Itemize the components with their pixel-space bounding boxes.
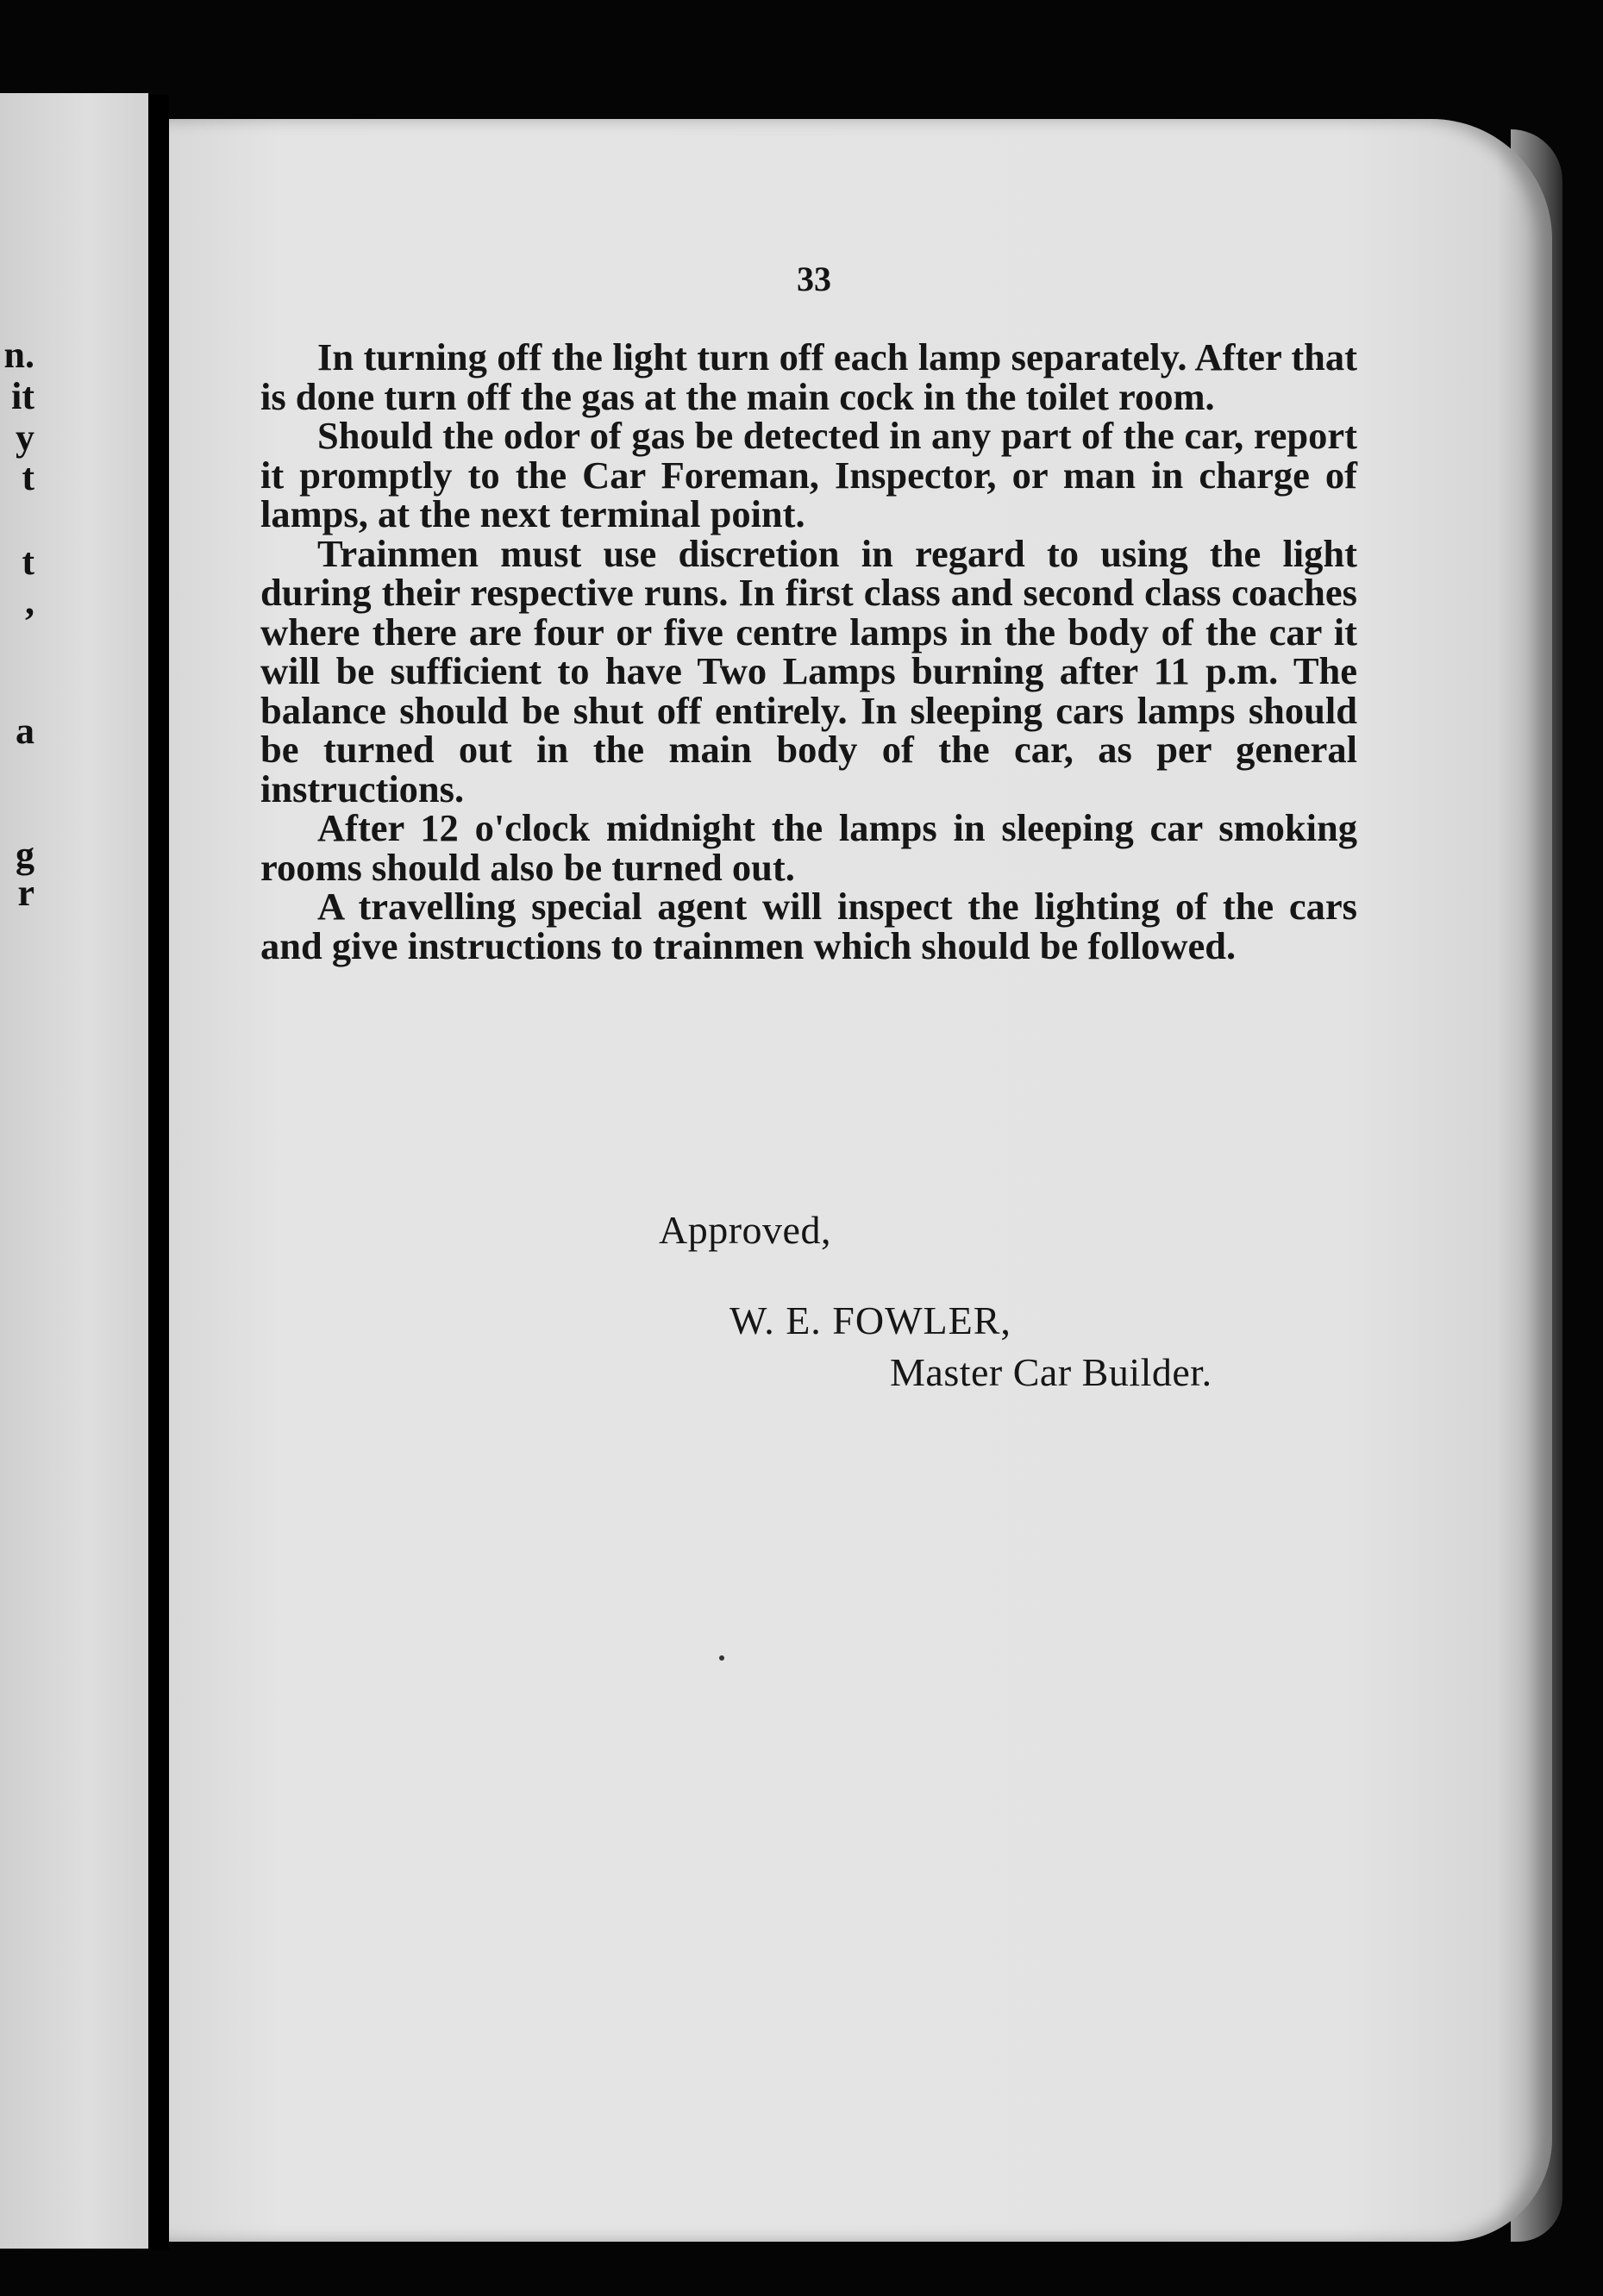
paragraph-turning-off: In turning off the light turn off each lamp separately. After that is done turn off the gas at the main cock in the toilet room. — [260, 335, 1357, 418]
paper-speck — [719, 1655, 724, 1661]
body-text — [260, 335, 1357, 967]
facing-page-fragment: a — [16, 710, 34, 752]
signatory-name: W. E. FOWLER, — [729, 1298, 1011, 1342]
signatory-title: Master Car Builder. — [890, 1350, 1212, 1394]
paragraph-special-agent: A travelling special agent will inspect the lighting of the cars and give instructions to trainmen which should be followed. — [260, 885, 1357, 967]
book-spine — [148, 95, 169, 2250]
facing-page — [0, 93, 148, 2249]
facing-page-fragment: it — [11, 375, 34, 417]
approval-line: Approved, — [659, 1208, 831, 1252]
facing-page-fragment: t — [22, 456, 34, 498]
paragraph-midnight: After 12 o'clock midnight the lamps in sleeping car smoking rooms should also be turned out. — [260, 806, 1357, 889]
facing-page-fragment: t — [22, 541, 34, 583]
facing-page-fragment: y — [16, 416, 34, 459]
facing-page-fragment: r — [17, 872, 34, 914]
facing-page-fragment: g — [16, 834, 34, 876]
paragraph-trainmen: Trainmen must use discretion in regard to using the light during their respective runs. In first class and second class coaches where there are four or five centre lamps in the body of the car it will be sufficient to have Two Lamps burning after 11 p.m. The balance should be shut off entirely. In sleeping cars lamps should be turned out in the main body of the car, as per general instructions. — [260, 531, 1357, 810]
facing-page-fragment: n. — [3, 334, 34, 376]
page-number: 33 — [797, 260, 831, 298]
paragraph-gas-odor: Should the odor of gas be detected in any part of the car, report it promptly to the Car Foreman, Inspector, or man in charge of lamps, at the next terminal point. — [260, 414, 1357, 535]
facing-page-fragment: , — [25, 580, 34, 622]
